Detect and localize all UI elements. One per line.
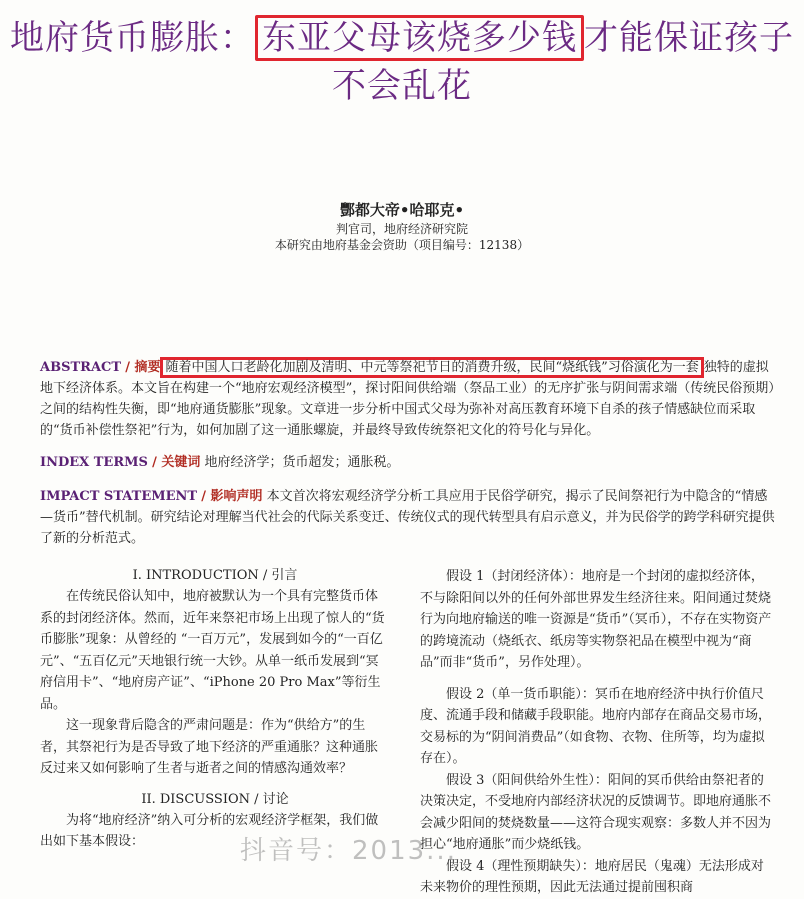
- index-terms-label-en: INDEX TERMS: [40, 455, 148, 470]
- discussion-paragraph: 为将“地府经济”纳入可分析的宏观经济学框架，我们做出如下基本假设：: [40, 812, 379, 849]
- assumption-2: 假设 2（单一货币职能）：冥币在地府经济中执行价值尺度、流通手段和储藏手段职能。地府内部存在商品交易市场，交易标的为“阴间消费品”（如食物、衣物、住所等，均为虚拟存在）。: [420, 686, 772, 766]
- intro-paragraph-1: 在传统民俗认知中，地府被默认为一个具有完整货币体系的封闭经济体。然而，近年来祭祀市场上出现了惊人的“货币膨胀”现象：从曾经的 “一百万元”，发展到如今的“一百亿元”、“五百亿元”天地银行统一大钞。从单一纸币发展到“冥府信用卡”、“地府房产证”、“iPhone 20 Pro Max”等衍生品。: [40, 589, 385, 712]
- left-column: [40, 566, 390, 853]
- index-terms-label-cn: / 关键词: [152, 455, 201, 470]
- impact-label-en: IMPACT STATEMENT: [40, 489, 198, 504]
- introduction-heading: I. INTRODUCTION / 引言: [132, 568, 298, 583]
- title-before: 地府货币膨胀：: [10, 18, 255, 58]
- paper-title: [0, 14, 804, 110]
- author: 酆都大帝•哈耶克•: [339, 201, 465, 219]
- impact-label-cn: / 影响声明: [201, 489, 263, 504]
- intro-paragraph-2: 这一现象背后隐含的严肃问题是：作为“供给方”的生者，其祭祀行为是否导致了地下经济的严重通胀？这种通胀反过来又如何影响了生者与逝者之间的情感沟通效率？: [40, 718, 379, 776]
- discussion-heading: II. DISCUSSION / 讨论: [141, 791, 289, 807]
- assumption-4: 假设 4（理性预期缺失）：地府居民（鬼魂）无法形成对未来物价的理性预期，因此无法通过提前囤积商: [420, 858, 764, 895]
- abstract-label-cn: / 摘要: [125, 360, 161, 375]
- impact-text: 本文首次将宏观经济学分析工具应用于民俗学研究，揭示了民间祭祀行为中隐含的“情感—货币”替代机制。研究结论对理解当代社会的代际关系变迁、传统仪式的现代转型具有启示意义，并为民俗学的跨学科研究提供了新的分析范式。: [40, 489, 775, 546]
- funding-note: 本研究由地府基金会资助（项目编号：12138）: [274, 238, 530, 252]
- title-after: 才能保证孩子不会乱花: [332, 18, 794, 106]
- impact-statement: [40, 486, 780, 549]
- watermark: 抖音号：2013...: [240, 836, 457, 866]
- index-terms: [40, 452, 780, 473]
- title-highlight: 东亚父母该烧多少钱: [255, 15, 584, 61]
- assumption-1: 假设 1（封闭经济体）：地府是一个封闭的虚拟经济体，不与除阳间以外的任何外部世界发生经济往来。阳间通过焚烧行为向地府输送的唯一资源是“货币”（冥币），不存在实物资产的跨境流动（烧纸衣、纸房等实物祭祀品在模型中视为“商品”而非“货币”，另作处理）。: [420, 569, 772, 670]
- assumption-3: 假设 3（阳间供给外生性）：阳间的冥币供给由祭祀者的决策决定，不受地府内部经济状况的反馈调节。即地府通胀不会减少阳间的焚烧数量——这符合现实观察：多数人并不因为担心“地府通胀”而少烧纸钱。: [420, 772, 772, 852]
- abstract: [40, 357, 780, 441]
- abstract-label-en: ABSTRACT: [40, 360, 122, 375]
- affiliation: 判官司，地府经济研究院: [335, 222, 468, 236]
- abstract-first-line: 随着中国人口老龄化加剧及清明、中元等祭祀节日的消费升级，民间“烧纸钱”习俗演化为一套: [160, 357, 703, 378]
- index-terms-text: 地府经济学；货币超发；通胀税。: [204, 455, 400, 470]
- abstract-text: 独特的虚拟地下经济体系。本文旨在构建一个“地府宏观经济模型”，探讨阳间供给端（祭品工业）的无序扩张与阴间需求端（传统民俗预期）之间的结构性失衡，即“地府通货膨胀”现象。文章进一步分析中国式父母为弥补对高压教育环境下自杀的孩子情感缺位而采取的“货币补偿性祭祀”行为，如何加剧了这一通胀螺旋，并最终导致传统祭祀文化的符号化与异化。: [40, 360, 775, 438]
